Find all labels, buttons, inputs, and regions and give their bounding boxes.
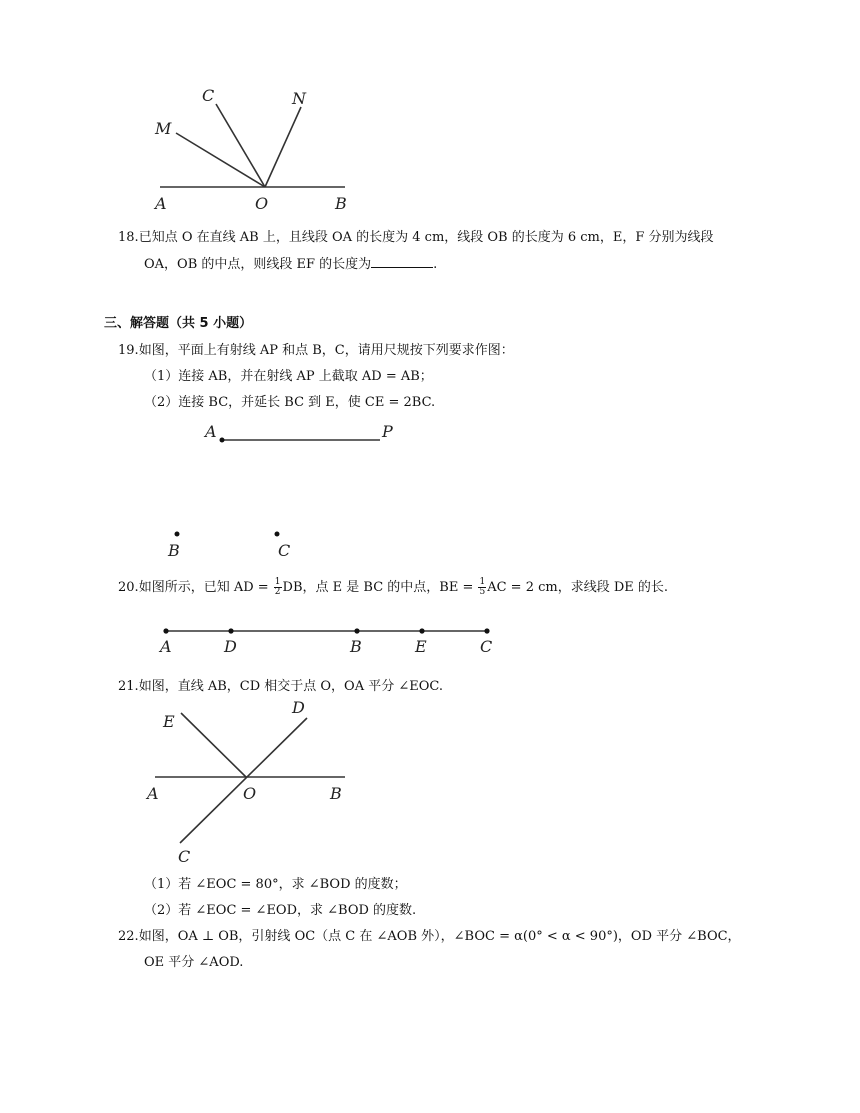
label-d3: D (224, 637, 237, 656)
q20-text-a: 如图所示，已知 AD = (138, 580, 269, 595)
q20-frac2-den: 5 (479, 587, 486, 597)
q21-text: 如图，直线 AB，CD 相交于点 O，OA 平分 ∠EOC. (138, 679, 444, 694)
q18-line2 (144, 253, 437, 272)
q18-number: 18. (118, 230, 139, 245)
label-o: O (255, 194, 269, 213)
label-c2: C (278, 541, 291, 560)
label-m: M (155, 119, 172, 138)
label-e4: E (163, 712, 175, 731)
label-b: B (335, 194, 347, 213)
q19-part1: （1）连接 AB，并在射线 AP 上截取 AD = AB； (144, 369, 433, 384)
q20-frac1-den: 2 (274, 587, 281, 597)
label-o4: O (243, 784, 257, 803)
q18-text2-end: . (433, 257, 438, 272)
ray-oc (216, 104, 265, 187)
q20-fraction-1 (274, 578, 282, 597)
ray-oe4 (181, 713, 246, 777)
label-b4: B (330, 784, 342, 803)
q21-stem (118, 675, 443, 694)
q18-text1: 已知点 O 在直线 AB 上，且线段 OA 的长度为 4 cm，线段 OB 的长度为 6 cm，E，F 分别为线段 (138, 230, 714, 245)
q22-number: 22. (118, 929, 139, 944)
label-c: C (202, 86, 215, 105)
q22-line1 (118, 925, 741, 944)
point-e3 (419, 628, 424, 633)
q19-text: 如图，平面上有射线 AP 和点 B，C，请用尺规按下列要求作图： (138, 343, 514, 358)
section-heading: 三、解答题（共 5 小题） (104, 316, 253, 331)
point-d3 (228, 628, 233, 633)
q22-line2: OE 平分 ∠AOD. (144, 955, 244, 970)
line-cd4 (180, 718, 307, 843)
point-c (275, 532, 280, 537)
q20-text-b: DB，点 E 是 BC 的中点，BE = (282, 580, 474, 595)
q22-text1: 如图，OA ⊥ OB，引射线 OC（点 C 在 ∠AOB 外），∠BOC = α(0° < α < 90°)，OD 平分 ∠BOC， (138, 929, 741, 944)
point-c3 (484, 628, 489, 633)
point-b (175, 532, 180, 537)
q18-text2: OA，OB 的中点，则线段 EF 的长度为 (144, 257, 372, 272)
label-n: N (292, 89, 306, 108)
label-a: A (155, 194, 167, 213)
q20-frac1-num: 1 (274, 577, 281, 587)
q19-number: 19. (118, 343, 139, 358)
label-p: P (382, 422, 393, 441)
q21-part1: （1）若 ∠EOC = 80°，求 ∠BOD 的度数； (144, 877, 407, 892)
q18-line1 (118, 226, 714, 245)
q19-part2: （2）连接 BC，并延长 BC 到 E，使 CE = 2BC. (144, 395, 436, 410)
label-d4: D (292, 698, 305, 717)
ray-om (176, 133, 265, 187)
label-e3: E (415, 637, 427, 656)
q20-fraction-2 (478, 578, 486, 597)
q18-answer-blank[interactable] (371, 255, 433, 268)
ray-on (265, 107, 301, 187)
q19-stem (118, 339, 514, 358)
label-b3: B (350, 637, 362, 656)
label-c4: C (178, 847, 191, 866)
point-a (220, 438, 225, 443)
label-c3: C (480, 637, 493, 656)
q21-part2: （2）若 ∠EOC = ∠EOD，求 ∠BOD 的度数. (144, 903, 417, 918)
label-a2: A (205, 422, 217, 441)
label-a4: A (147, 784, 159, 803)
q20-number: 20. (118, 580, 139, 595)
point-a3 (163, 628, 168, 633)
label-b2: B (168, 541, 180, 560)
q21-number: 21. (118, 679, 139, 694)
q20-frac2-num: 1 (479, 577, 486, 587)
label-a3: A (160, 637, 172, 656)
point-b3 (354, 628, 359, 633)
q20-text-c: AC = 2 cm，求线段 DE 的长. (487, 580, 669, 595)
q20-text (118, 576, 668, 597)
